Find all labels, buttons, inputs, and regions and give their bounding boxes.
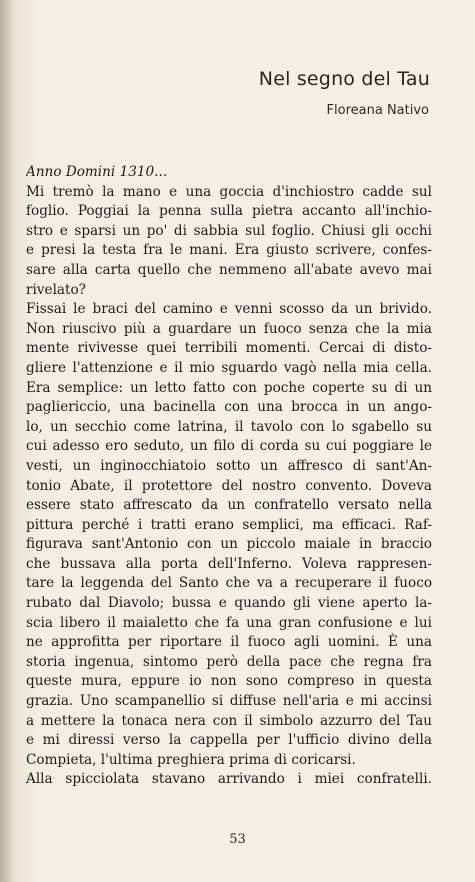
text-line: mente rivivesse quei terribili momenti. Cercai di disto- [26, 340, 432, 357]
chapter-body-text [26, 163, 432, 790]
text-line: sare alla carta quello che nemmeno all'abate avevo mai [26, 261, 432, 278]
text-line: ne approfitta per riportare il fuoco agli uomini. È una [26, 634, 432, 651]
text-line: Non riuscivo più a guardare un fuoco senza che la mia [26, 320, 432, 337]
page-gutter-shadow [0, 0, 14, 882]
text-line: rivelato? [26, 281, 86, 298]
text-line: grazia. Uno scampanellio si diffuse nell'aria e mi accinsi [26, 693, 432, 710]
text-line: Era semplice: un letto fatto con poche coperte su di un [26, 379, 432, 396]
text-line: figurava sant'Antonio con un piccolo maiale in braccio [26, 536, 432, 553]
text-line: Mi tremò la mano e una goccia d'inchiostro cadde sul [26, 183, 432, 200]
text-line: scia libero il maialetto che fa una gran confusione e lui [26, 614, 432, 631]
text-line: che bussava alla porta dell'Inferno. Voleva rappresen- [26, 555, 432, 572]
text-line: storia ingenua, sintomo però della pace che regna fra [26, 653, 432, 670]
chapter-author: Floreana Nativo [326, 103, 429, 118]
text-line: e presi la testa fra le mani. Era giusto scrivere, confes- [26, 242, 432, 259]
text-line: e mi diressi verso la cappella per l'ufficio divino della [26, 732, 432, 749]
text-line: foglio. Poggiai la penna sulla pietra accanto all'inchio- [26, 203, 432, 220]
text-line: stro e sparsi un po' di sabbia sul foglio. Chiusi gli occhi [26, 222, 432, 239]
text-line: tare la leggenda del Santo che va a recuperare il fuoco [26, 575, 432, 592]
text-line: tonio Abate, il protettore del nostro convento. Doveva [26, 477, 432, 494]
text-line: gliere l'attenzione e il mio sguardo vagò nella mia cella. [26, 359, 432, 376]
chapter-title: Nel segno del Tau [258, 68, 430, 90]
text-line: pagliericcio, una bacinella con una brocca in un ango- [26, 399, 432, 416]
text-line: Anno Domini 1310... [26, 164, 168, 180]
text-line: Alla spicciolata stavano arrivando i miei confratelli. [26, 771, 432, 788]
text-line: Fissai le braci del camino e venni scosso da un brivido. [26, 301, 432, 318]
text-line: Compieta, l'ultima preghiera prima di coricarsi. [26, 751, 356, 768]
text-line: cui adesso ero seduto, un filo di corda su cui poggiare le [26, 438, 432, 455]
text-line: a mettere la tonaca nera con il simbolo azzurro del Tau [26, 712, 432, 729]
text-line: essere stato affrescato da un confratello versato nella [26, 497, 432, 514]
page-number: 53 [229, 832, 246, 847]
text-line: pittura perché i tratti erano semplici, ma efficaci. Raf- [26, 516, 432, 533]
text-line: vesti, un inginocchiatoio sotto un affresco di sant'An- [26, 457, 432, 474]
text-line: queste mura, eppure io non sono compreso in questa [26, 673, 432, 690]
text-line: lo, un secchio come latrina, il tavolo con lo sgabello su [26, 418, 432, 435]
text-line: rubato dal Diavolo; bussa e quando gli viene aperto la- [26, 595, 432, 612]
